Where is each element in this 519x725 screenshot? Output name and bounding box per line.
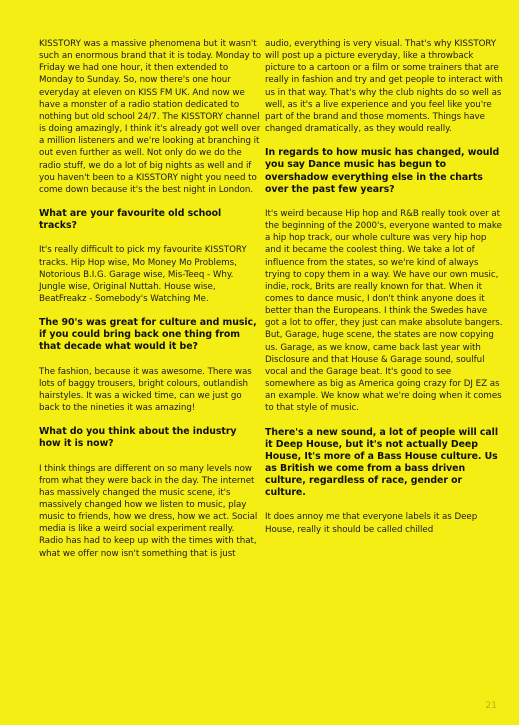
page-number: 21 (485, 701, 497, 711)
left-column (39, 38, 261, 572)
interview-question: There's a new sound, a lot of people will call it Deep House, but it's not actually Deep House, It's more of a Bass House culture. Us as British we come from a bass driven culture, regardless of race, gender or culture. (265, 426, 498, 499)
body-paragraph: It's weird because Hip hop and R&B really took over at the beginning of the 2000's, everyone wanted to make a hip hop track, our whole culture was very hip hop and it became the coolest thing. We take a lot of influence from the states, so we're kind of always trying to copy them in a way. We have our own music, indie, rock, Brits are really known for that. When it comes to dance music, I don't think anyone does it better than the Europeans. I think the Swedes have got a lot to offer, they just can make absolute bangers. But, Garage, huge scene, the states are now copying us. Garage, as we know, came back last year with Disclosure and that House & Garage sound, soulful vocal and the Garage beat. It's good to see somewhere as big as America going crazy for DJ EZ as an example. We know what we're doing when it comes to that style of music. (265, 208, 503, 414)
body-paragraph: KISSTORY was a massive phenomena but it wasn't such an enormous brand that it is today. Monday to Friday we had one hour, it then extended to Monday to Sunday. So, now there's one hour everyday at eleven on KISS FM UK. And now we have a monster of a radio station dedicated to nothing but old school 24/7. The KISSTORY channel is doing amazingly, I think it's already got well over a million listeners and we're looking at branching it out even further as well. Not only do we do the radio stuff, we do a lot of big nights as well and if you haven't been to a KISSTORY night you need to come down because it's the best night in London. (39, 39, 261, 195)
interview-question: The 90's was great for culture and music, if you could bring back one thing from that decade what would it be? (39, 317, 257, 353)
body-paragraph: It does annoy me that everyone labels it as Deep House, really it should be called chilled (265, 512, 478, 535)
body-paragraph: The fashion, because it was awesome. There was lots of baggy trousers, bright colours, outlandish hairstyles. It was a wicked time, can we just go back to the nineties it was amazing! (39, 366, 252, 414)
interview-question: In regards to how music has changed, would you say Dance music has begun to overshadow everything else in the charts over the past few years? (265, 147, 500, 195)
interview-question: What are your favourite old school tracks? (39, 208, 222, 232)
body-paragraph: It's really difficult to pick my favourite KISSTORY tracks. Hip Hop wise, Mo Money Mo Problems, Notorious B.I.G. Garage wise, Mis-Teeq - Why. Jungle wise, Original Nuttah. House wise, BeatFreakz - Somebody's Watching Me. (39, 245, 247, 304)
right-column (265, 38, 503, 548)
body-paragraph: I think things are different on so many levels now from what they were back in the day. The internet has massively changed the music scene, it's massively changed how we listen to music, play music to friends, how we dress, how we act. Social media is like a weird social experiment really. Radio has had to keep up with the times with that, what we offer now isn't something that is just (39, 463, 258, 559)
interview-question: What do you think about the industry how it is now? (39, 426, 237, 450)
body-paragraph: audio, everything is very visual. That's why KISSTORY will post up a picture everyday, like a throwback picture to a cartoon or a film or some trainers that are really in fashion and try and get people to interact with us in that way. That's why the club nights do so well as well, as it's a live experience and you feel like you're part of the brand and those moments. Things have changed dramatically, as they would really. (265, 39, 503, 135)
